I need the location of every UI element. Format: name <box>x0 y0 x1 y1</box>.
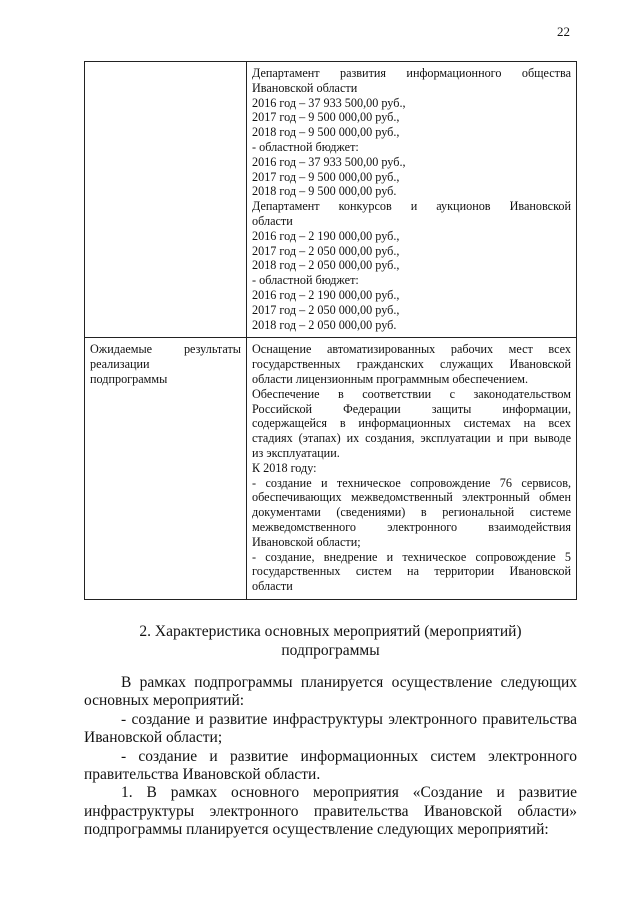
passport-table <box>84 61 577 600</box>
text-line: 2016 год – 37 933 500,00 руб., <box>252 95 406 110</box>
text-line: Ивановской области; <box>84 729 223 747</box>
text-line: - областной бюджет: <box>252 273 359 288</box>
text-line: правительства Ивановской области. <box>84 766 321 784</box>
text-line: области лицензионным программным обеспечением. <box>252 371 529 386</box>
text-line: документами (сведениями) в региональной системе <box>252 505 571 520</box>
text-line: 2018 год – 9 500 000,00 руб. <box>252 184 397 199</box>
text-line: 2017 год – 9 500 000,00 руб., <box>252 110 400 125</box>
text-line: 2017 год – 2 050 000,00 руб., <box>252 243 400 258</box>
text-line: К 2018 году: <box>252 460 317 475</box>
text-line: инфраструктуры электронного правительства Ивановской области» <box>84 802 577 820</box>
text-line: подпрограммы планируется осуществление следующих мероприятий: <box>84 821 549 839</box>
text-line: Оснащение автоматизированных рабочих мест всех <box>252 342 571 357</box>
text-line: 2018 год – 2 050 000,00 руб., <box>252 258 400 273</box>
text-line: 2017 год – 2 050 000,00 руб., <box>252 302 400 317</box>
text-line: - создание и развитие информационных систем электронного <box>121 747 577 765</box>
text-line: основных мероприятий: <box>84 692 245 710</box>
text-line: области <box>252 213 293 228</box>
text-line: Департамент развития информационного общества <box>252 66 571 80</box>
text-line: 2016 год – 37 933 500,00 руб., <box>252 154 406 169</box>
text-line: В рамках подпрограммы планируется осуществление следующих <box>121 674 577 691</box>
text-line: стадиях (этапах) их создания, эксплуатации и при выводе <box>252 431 571 446</box>
text-line: 2017 год – 9 500 000,00 руб., <box>252 169 400 184</box>
table-cell-funding <box>247 62 577 338</box>
text-line: - создание и техническое сопровождение 76 сервисов, <box>252 475 571 490</box>
text-line: 2018 год – 9 500 000,00 руб., <box>252 125 400 140</box>
table-row <box>85 62 577 338</box>
text-line: государственных систем на территории Ивановской <box>252 564 571 579</box>
text-line: обеспечивающих межведомственный электронный обмен <box>252 490 571 505</box>
text-line: Ивановской области <box>252 80 358 95</box>
text-line: Обеспечение в соответствии с законодательством <box>252 386 571 401</box>
page-number: 22 <box>557 24 570 39</box>
text-line: Ожидаемые результаты <box>90 342 241 357</box>
text-line: 2016 год – 2 190 000,00 руб., <box>252 228 400 243</box>
text-line: Департамент конкурсов и аукционов Ивановской <box>252 199 571 214</box>
table-cell-results <box>247 338 577 600</box>
text-line: государственных гражданских служащих Ивановской <box>252 357 571 372</box>
text-line: содержащейся в информационных системах на всех <box>252 416 571 431</box>
text-line: подпрограммы <box>90 371 168 386</box>
heading-line: 2. Характеристика основных мероприятий (мероприятий) <box>139 623 522 640</box>
text-line: 2018 год – 2 050 000,00 руб. <box>252 317 397 332</box>
heading-line: подпрограммы <box>281 642 380 659</box>
body-text <box>84 674 577 840</box>
text-line: 2016 год – 2 190 000,00 руб., <box>252 287 400 302</box>
text-line: реализации <box>90 357 150 372</box>
section-heading <box>84 622 577 660</box>
text-line: - областной бюджет: <box>252 139 359 154</box>
text-line: области <box>252 579 293 594</box>
text-line: 1. В рамках основного мероприятия «Создание и развитие <box>121 784 577 802</box>
table-cell-empty <box>85 62 247 338</box>
text-line: - создание и развитие инфраструктуры электронного правительства <box>121 710 577 728</box>
text-line: из эксплуатации. <box>252 445 340 460</box>
text-line: межведомственного электронного взаимодействия <box>252 519 571 534</box>
text-line: Ивановской области; <box>252 534 361 549</box>
table-row <box>85 338 577 600</box>
text-line: Российской Федерации защиты информации, <box>252 401 571 416</box>
table-cell-label <box>85 338 247 600</box>
text-line: - создание, внедрение и техническое сопровождение 5 <box>252 549 571 564</box>
